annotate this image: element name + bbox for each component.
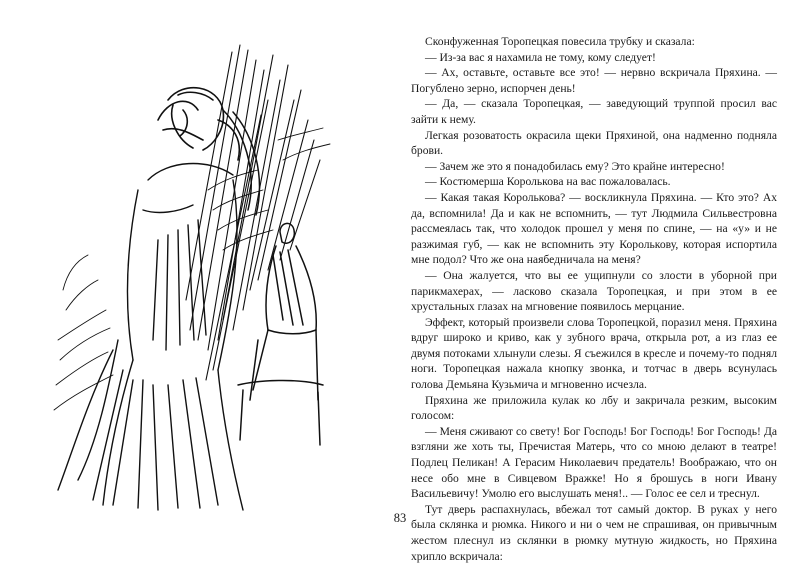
paragraph: Легкая розоватость окрасила щеки Пряхиной, она надменно подняла брови. <box>411 128 777 158</box>
paragraph: — Меня сживают со свету! Бог Господь! Бог Господь! Бог Господь! Да взгляни же хоть ты, Пречистая Матерь, что со мною делают в театре! Подлец Пеликан! А Герасим Николаевич предатель! Воображаю, что он несе обо мне в Сивцевом Вражке! Но я брошусь в ноги Ивану Васильевичу! Умолю его выслушать меня!.. — Голос ее сел и треснул. <box>411 424 777 501</box>
paragraph: Пряхина же приложила кулак ко лбу и закричала резким, высоким голосом: <box>411 393 777 423</box>
paragraph: — Какая такая Королькова? — воскликнула Пряхина. — Кто это? Ах да, вспомнила! Да и как не вспомнить, — тут Людмила Сильвестровна рассмеялась так, что холодок прошел у меня по спине, — на «у» и не разжимая губ, — как не вспомнить эту Королькову, которая испортила мне подол? Что же она наябедничала на меня? <box>411 190 777 267</box>
paragraph: Эффект, который произвели слова Торопецкой, поразил меня. Пряхина вдруг широко и криво, как у зубного врача, открыла рот, а из глаз ее двумя потоками хлынули слезы. Я съежился в кресле и почему-то поднял ноги. Торопецкая нажала кнопку звонка, и тотчас в дверь всунулась голова Демьяна Кузьмича и мгновенно исчезла. <box>411 315 777 392</box>
page-number: 83 <box>393 511 407 525</box>
paragraph: — Она жалуется, что вы ее ущипнули со злости в уборной при парикмахерах, — ласково сказала Торопецкая, и при этом в ее хрустальных глазах на мгновение появилось мерцание. <box>411 268 777 314</box>
paragraph: — Из-за вас я нахамила не тому, кому следует! <box>425 50 656 64</box>
paragraph: Тут дверь распахнулась, вбежал тот самый доктор. В руках у него была склянка и рюмка. Никого и ни о чем не спрашивая, он привычным жестом плеснул из склянки в рюмку мутную жидкость, но Пряхина хрипло вскричала: <box>411 502 777 563</box>
woman-head <box>158 88 239 160</box>
paragraph: — Зачем же это я понадобилась ему? Это крайне интересно! <box>425 159 725 173</box>
seated-man <box>238 223 323 445</box>
ink-sketch-illustration <box>18 40 358 515</box>
paragraph: — Костюмерша Королькова на вас пожаловалась. <box>425 175 671 189</box>
paragraph: Сконфуженная Торопецкая повесила трубку и сказала: <box>425 35 695 48</box>
text-column <box>411 34 777 564</box>
paragraph: — Да, — сказала Торопецкая, — заведующий труппой просил вас зайти к нему. <box>411 97 777 126</box>
paragraph: — Ах, оставьте, оставьте все это! — нервно вскричала Пряхина. — Погублено зерно, испорчен день! <box>411 66 777 95</box>
